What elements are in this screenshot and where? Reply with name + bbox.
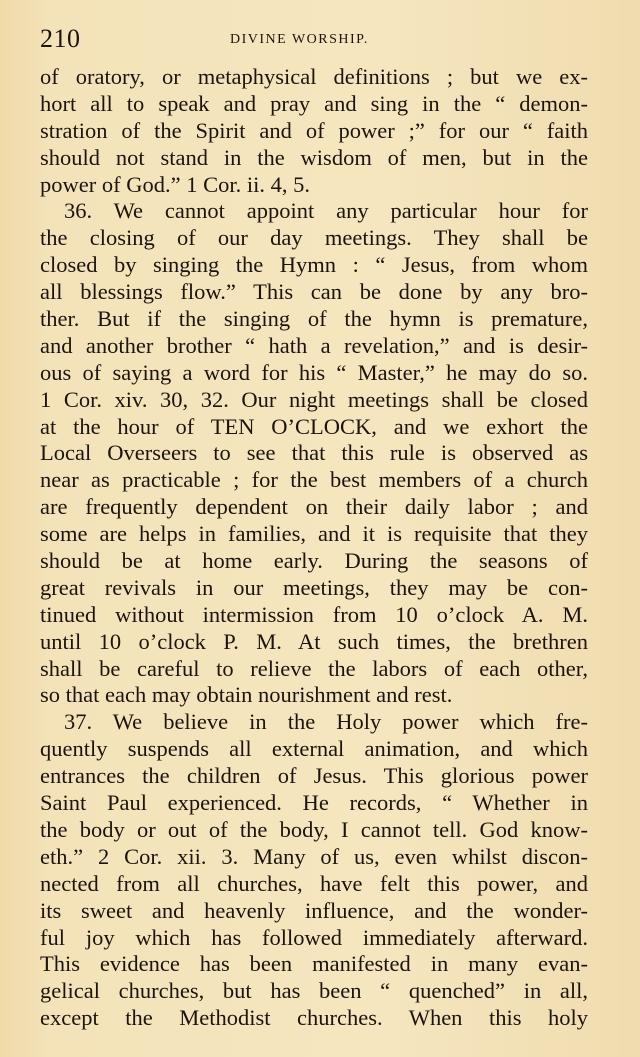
paragraph-37-start: 37. We believe in the Holy power which fre- (64, 709, 588, 735)
text-line: tinued without intermission from 10 o’clock A. M. (40, 601, 588, 627)
text-line: nected from all churches, have felt this power, and (40, 870, 588, 896)
text-line: and another brother “ hath a revelation,” and is desir- (40, 332, 588, 358)
text-line: except the Methodist churches. When this holy (40, 1005, 588, 1031)
text-line: its sweet and heavenly influence, and the wonder- (40, 897, 588, 923)
text-line: entrances the children of Jesus. This glorious power (40, 763, 588, 789)
text-line: This evidence has been manifested in many evan- (40, 951, 588, 977)
text-line: some are helps in families, and it is requisite that they (40, 521, 588, 547)
running-head-title: DIVINE WORSHIP. (230, 32, 369, 47)
running-head (40, 24, 600, 54)
text-line: stration of the Spirit and of power ;” for our “ faith (40, 117, 588, 143)
text-line: quently suspends all external animation, and which (40, 736, 588, 762)
text-line: 1 Cor. xiv. 30, 32. Our night meetings shall be closed (40, 386, 588, 412)
text-line: ful joy which has followed immediately afterward. (40, 924, 588, 950)
text-line: great revivals in our meetings, they may be con- (40, 574, 588, 600)
text-line: gelical churches, but has been “ quenched” in all, (40, 978, 588, 1004)
text-line: ther. But if the singing of the hymn is premature, (40, 306, 588, 332)
text-line: until 10 o’clock P. M. At such times, the brethren (40, 628, 588, 654)
text-line: should be at home early. During the seasons of (40, 548, 588, 574)
text-line: shall be careful to relieve the labors of each other, (40, 655, 588, 681)
text-line: power of God.” 1 Cor. ii. 4, 5. (40, 171, 310, 197)
text-line: so that each may obtain nourishment and rest. (40, 682, 453, 708)
text-line: the body or out of the body, I cannot tell. God know- (40, 816, 588, 842)
text-line: all blessings flow.” This can be done by any bro- (40, 279, 588, 305)
text-line: should not stand in the wisdom of men, but in the (40, 144, 588, 170)
text-line: hort all to speak and pray and sing in the “ demon- (40, 90, 588, 116)
text-line: ous of saying a word for his “ Master,” he may do so. (40, 359, 588, 385)
page-number: 210 (40, 24, 81, 53)
text-line: are frequently dependent on their daily labor ; and (40, 494, 588, 520)
paragraph-36-start: 36. We cannot appoint any particular hour for (64, 198, 588, 224)
text-line: closed by singing the Hymn : “ Jesus, from whom (40, 252, 588, 278)
text-line: Local Overseers to see that this rule is observed as (40, 440, 588, 466)
text-line: of oratory, or metaphysical definitions ; but we ex- (40, 64, 588, 89)
text-line: the closing of our day meetings. They shall be (40, 225, 588, 251)
text-line: at the hour of TEN O’CLOCK, and we exhort the (40, 413, 588, 439)
text-line: near as practicable ; for the best members of a church (40, 467, 588, 493)
text-line: Saint Paul experienced. He records, “ Whether in (40, 790, 588, 816)
text-line: eth.” 2 Cor. xii. 3. Many of us, even whilst discon- (40, 843, 588, 869)
body-text (40, 64, 588, 1032)
